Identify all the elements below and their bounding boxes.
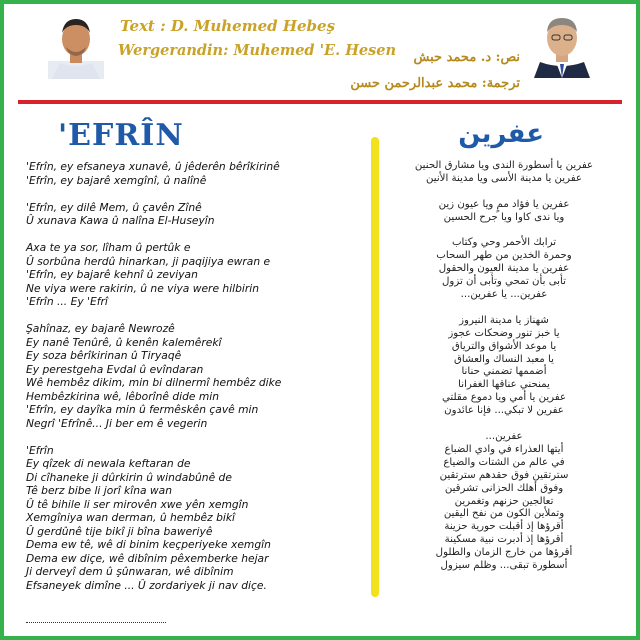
kurdish-poem-line: 'Efrîn, ey bajarê kehnî û zeviyan bbox=[26, 268, 198, 281]
arabic-poem-line: عفرين... يا عفرين... bbox=[460, 289, 548, 301]
arabic-poem-line: عفرين يا فؤاد ممٍ ويا عيون زين bbox=[438, 198, 570, 210]
arabic-poem-line: أضممها تضمني حنانا bbox=[461, 366, 547, 378]
translator-portrait bbox=[46, 9, 106, 79]
kurdish-poem-line: 'Efrîn, ey efsaneya xunavê, û jêderên bêrîkirinê bbox=[26, 160, 280, 173]
kurdish-poem-line: Axa te ya sor, lîham û pertûk e bbox=[26, 241, 191, 254]
translator-credit: Wergerandin: Muhemed 'E. Hesen bbox=[118, 42, 397, 59]
arabic-poem-line: ويا ندى كاوا ويا جرح الحسين bbox=[443, 211, 565, 223]
kurdish-poem-line: Ji derveyî dem û şûnwaran, wê dibînim bbox=[26, 565, 234, 578]
arabic-poem-line: تأبى بأن تمحي وتأبى أن تزول bbox=[442, 276, 566, 288]
text-credit: Text : D. Muhemed Hebeş bbox=[120, 17, 336, 35]
arabic-text-credit: نص: د. محمد حبش bbox=[413, 50, 520, 65]
arabic-poem-line: وحمرة الخدين من طهر السحاب bbox=[436, 250, 572, 262]
arabic-title: عفرين bbox=[458, 119, 544, 149]
arabic-poem-line: أقرؤها إذ أدبرت نبية مسكينة bbox=[444, 534, 564, 546]
kurdish-poem-line: Û tê bihile li ser mirovên xwe yên xemgîn bbox=[26, 497, 249, 511]
arabic-poem-line: ترابك الأحمر وحي وكتاب bbox=[451, 237, 557, 249]
arabic-poem-line: وتملأين الكون من نفح اليقين bbox=[443, 508, 565, 520]
arabic-poem-line bbox=[396, 186, 612, 199]
kurdish-poem-line: Efsaneyek dimîne ... Û zordariyek ji nav diçe. bbox=[26, 578, 267, 592]
kurdish-poem-line: 'Efrîn bbox=[26, 443, 54, 457]
kurdish-poem-line: Tê berz bibe li jorî kîna wan bbox=[26, 484, 172, 497]
arabic-poem-line bbox=[396, 302, 612, 315]
arabic-poem-line: وفوق أهلك الحزانى تشرقين bbox=[444, 482, 564, 494]
kurdish-poem-line bbox=[26, 430, 356, 444]
kurdish-poem-line: Wê hembêz dikim, min bi dilnermî hembêz dike bbox=[26, 376, 282, 389]
arabic-poem-line: أقرؤها من خارج الزمان والطلول bbox=[435, 547, 573, 559]
arabic-poem-line bbox=[396, 418, 612, 431]
arabic-poem-line: يمنحني عناقها الغفرانا bbox=[458, 379, 550, 391]
kurdish-poem-line: Û xunava Kawa û nalîna El-Huseyîn bbox=[26, 214, 215, 227]
kurdish-poem-line: Dema ew tê, wê di binim keçperiyeke xemgîn bbox=[26, 538, 271, 551]
column-divider bbox=[371, 137, 379, 597]
arabic-translator-credit: ترجمة: محمد عبدالرحمن حسن bbox=[350, 76, 520, 91]
arabic-poem-line: تعالجين حزنهم وتغمرين bbox=[454, 495, 554, 507]
kurdish-poem-line: 'Efrîn ... Ey 'Efrî bbox=[26, 295, 108, 308]
kurdish-poem-line: Û gerdûnê tije bikî ji bîna baweriyê bbox=[26, 524, 213, 538]
header-divider bbox=[18, 100, 622, 104]
kurdish-poem-line: Ne viya were rakirin, û ne viya were hilbirin bbox=[26, 281, 260, 295]
arabic-poem bbox=[396, 160, 612, 573]
arabic-poem-line: أقرؤها إذ أقبلت حورية حزينة bbox=[444, 521, 564, 533]
kurdish-poem-line: Di cîhaneke ji dûrkirin û windabûnê de bbox=[26, 470, 232, 484]
kurdish-poem-line: Hembêzkirina wê, lêborînê dide min bbox=[26, 389, 219, 403]
arabic-poem-line: عفرين يا أمي ويا دموع مقلتي bbox=[441, 392, 567, 404]
end-dotted-line bbox=[26, 622, 166, 623]
kurdish-poem-line: Ey qîzek di newala keftaran de bbox=[26, 457, 191, 470]
arabic-poem-line: أيتها العذراء في وادي الضباع bbox=[444, 443, 564, 455]
kurdish-poem-line bbox=[26, 228, 356, 242]
arabic-poem-line: في عالم من الشتات والضياع bbox=[443, 456, 565, 468]
arabic-poem-line: يا معبد النساك والعشاق bbox=[454, 353, 554, 365]
kurdish-poem-line: Ey nanê Tenûrê, û kenên kalemêrekî bbox=[26, 335, 222, 349]
kurdish-poem-line bbox=[26, 309, 356, 323]
arabic-poem-line: عفرين يا أسطورة الندى ويا مشارق الحنين bbox=[414, 160, 594, 171]
kurdish-poem-line: 'Efrîn, ey dilê Mem, û çavên Zînê bbox=[26, 200, 202, 214]
kurdish-poem-line: Ey soza bêrîkirinan û Tiryaqê bbox=[26, 349, 182, 362]
kurdish-poem-line: Negrî 'Efrînê... Ji ber em ê vegerin bbox=[26, 416, 208, 430]
kurdish-poem-line: Û sorbûna herdû hinarkan, ji paqijiya ewran e bbox=[26, 254, 271, 268]
kurdish-title: 'EFRÎN bbox=[58, 118, 184, 153]
arabic-poem-line: عفرين يا مدينة العيون والحقول bbox=[438, 263, 570, 275]
kurdish-poem-line: Ey perestgeha Evdal û evîndaran bbox=[26, 362, 204, 376]
kurdish-poem bbox=[26, 160, 356, 592]
arabic-poem-line: سترتقين فوق حقدهم سترتقين bbox=[439, 469, 569, 481]
author-portrait bbox=[532, 8, 592, 78]
arabic-poem-line: شهناز يا مدينة النيروز bbox=[459, 314, 549, 326]
kurdish-poem-line: Dema ew diçe, wê dibînim pêxemberke hejar bbox=[26, 551, 269, 565]
arabic-poem-line: يا موعد الأشواق والترياق bbox=[451, 340, 557, 352]
kurdish-poem-line: 'Efrîn, ey dayîka min û fermêskên çavê min bbox=[26, 403, 259, 416]
arabic-poem-line: أسطورة تبقى... وظلم سيزول bbox=[440, 560, 568, 572]
kurdish-poem-line: Xemgîniya wan derman, û hembêz bikî bbox=[26, 511, 236, 524]
kurdish-poem-line: Şahînaz, ey bajarê Newrozê bbox=[26, 322, 175, 335]
arabic-poem-line: عفرين يا مدينة الأسى ويا مدينة الأنين bbox=[426, 172, 582, 184]
kurdish-poem-line bbox=[26, 187, 356, 201]
arabic-poem-line bbox=[396, 225, 612, 238]
kurdish-poem-line: 'Efrîn, ey bajarê xemgînî, û nalînê bbox=[26, 173, 207, 187]
arabic-poem-line: يا خبز تنور وضحكات عجوز bbox=[448, 327, 560, 339]
arabic-poem-line: عفرين... bbox=[485, 430, 523, 442]
arabic-poem-line: عفرين لا تبكي... فإنا عائدون bbox=[444, 405, 564, 417]
